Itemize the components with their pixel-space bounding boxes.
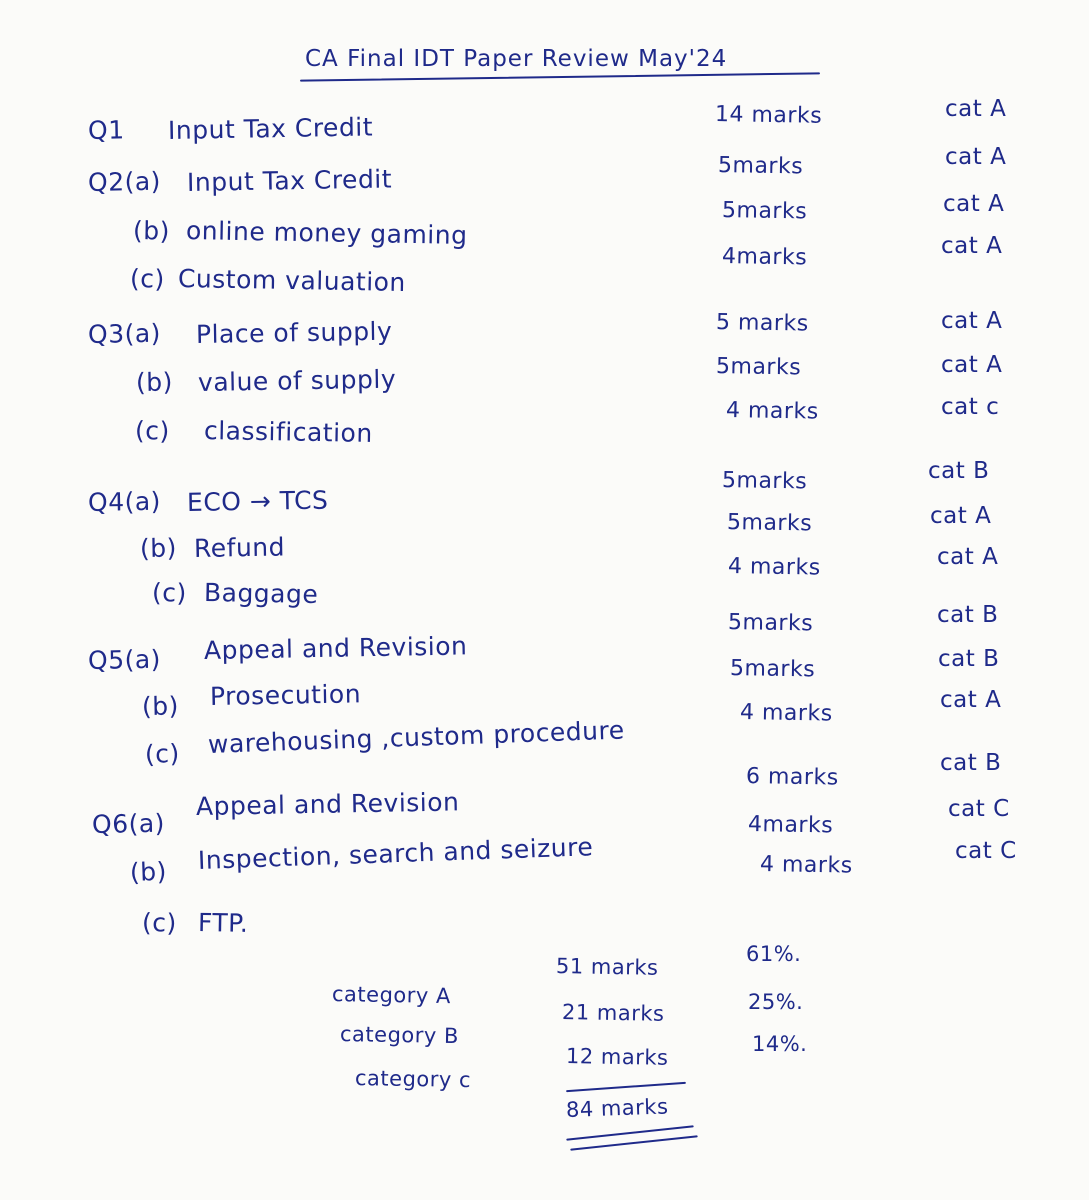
topic: Input Tax Credit — [167, 112, 374, 145]
question-number: Q4(a) — [87, 486, 162, 517]
category: cat B — [937, 602, 999, 628]
marks: 5marks — [726, 510, 813, 537]
marks: 4 marks — [739, 700, 833, 727]
summary-marks: 12 marks — [565, 1044, 669, 1070]
topic: Baggage — [203, 578, 319, 609]
question-number: Q3(a) — [87, 318, 162, 349]
topic: ECO → TCS — [186, 485, 329, 517]
marks: 4 marks — [727, 554, 821, 581]
category: cat A — [941, 233, 1003, 259]
category: cat B — [938, 646, 1000, 672]
page-title: CA Final IDT Paper Review May'24 — [305, 46, 728, 72]
marks: 5marks — [721, 198, 808, 225]
category: cat A — [941, 308, 1003, 334]
category: cat A — [943, 191, 1005, 217]
question-number: (b) — [129, 856, 168, 887]
question-number: (c) — [144, 738, 181, 769]
summary-total: 84 marks — [565, 1094, 669, 1122]
topic: online money gaming — [185, 216, 468, 250]
category: cat C — [955, 838, 1017, 864]
category: cat B — [928, 458, 990, 484]
summary-label: category A — [331, 982, 452, 1009]
topic: Refund — [193, 532, 286, 563]
marks: 5marks — [729, 656, 816, 683]
topic: Appeal and Revision — [195, 787, 460, 821]
question-number: (b) — [132, 216, 171, 246]
question-number: (c) — [129, 264, 166, 294]
category: cat A — [930, 503, 992, 529]
category: cat B — [940, 750, 1002, 776]
marks: 5marks — [715, 354, 802, 381]
topic: FTP. — [197, 908, 249, 938]
marks: 4 marks — [759, 852, 853, 879]
summary-marks: 51 marks — [555, 954, 659, 980]
title-underline — [300, 72, 820, 81]
marks: 5marks — [727, 610, 814, 637]
question-number: Q2(a) — [87, 166, 162, 197]
topic: Input Tax Credit — [186, 164, 393, 197]
topic: warehousing ,custom procedure — [207, 715, 626, 759]
question-number: Q1 — [87, 115, 125, 145]
summary-label: category B — [339, 1022, 460, 1049]
marks: 14 marks — [714, 102, 823, 129]
category: cat A — [945, 144, 1007, 170]
topic: Custom valuation — [177, 264, 407, 297]
marks: 5 marks — [715, 310, 809, 337]
category: cat A — [945, 96, 1007, 122]
category: cat c — [941, 394, 1000, 420]
topic: value of supply — [197, 364, 397, 397]
topic: classification — [203, 416, 373, 448]
question-number: (c) — [151, 578, 188, 608]
summary-percent: 25%. — [748, 990, 804, 1014]
total-divider — [566, 1082, 686, 1092]
category: cat A — [937, 544, 999, 570]
marks: 4 marks — [725, 398, 819, 425]
marks: 5marks — [717, 153, 804, 180]
marks: 4marks — [747, 812, 834, 839]
question-number: (c) — [141, 908, 178, 938]
summary-label: category c — [354, 1066, 472, 1093]
summary-percent: 14%. — [752, 1032, 808, 1056]
question-number: (b) — [139, 533, 178, 563]
marks: 4marks — [721, 244, 808, 271]
marks: 6 marks — [745, 764, 839, 791]
question-number: Q6(a) — [91, 808, 166, 839]
question-number: (b) — [135, 367, 174, 397]
category: cat C — [948, 796, 1010, 822]
category: cat A — [940, 687, 1002, 713]
question-number: (c) — [134, 416, 171, 446]
category: cat A — [941, 352, 1003, 378]
marks: 5marks — [721, 468, 808, 495]
topic: Appeal and Revision — [203, 631, 468, 665]
question-number: Q5(a) — [87, 644, 162, 675]
question-number: (b) — [141, 691, 180, 721]
topic: Place of supply — [195, 316, 393, 349]
topic: Prosecution — [209, 679, 362, 711]
topic: Inspection, search and seizure — [197, 832, 594, 875]
summary-marks: 21 marks — [561, 1000, 665, 1026]
summary-percent: 61%. — [746, 942, 802, 966]
